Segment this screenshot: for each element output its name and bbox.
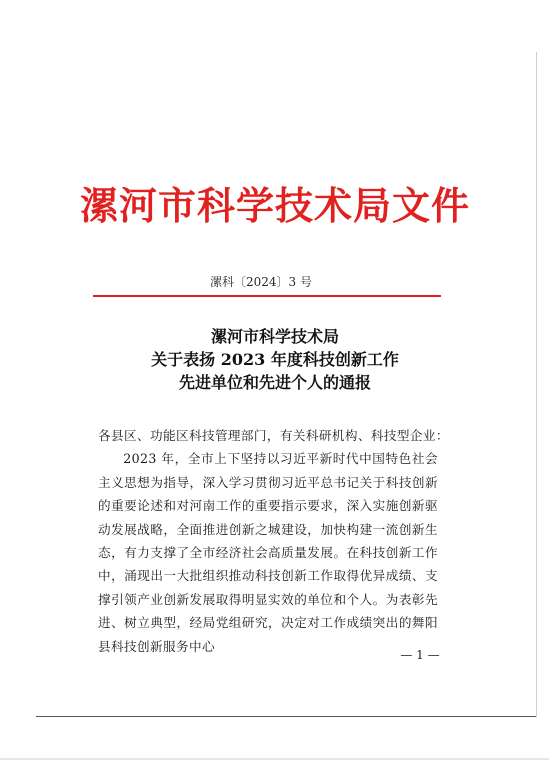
body-paragraph: 2023 年，全市上下坚持以习近平新时代中国特色社会主义思想为指导，深入学习贯彻习近平总书记关于科技创新的重要论述和对河南工作的重要指示要求，深入实施创新驱动发展战略，全面推进创新之城建设，加快构建一流创新生态，有力支撑了全市经济社会高质量发展。在科技创新工作中，涌现出一大批组织推动科技创新工作取得优异成绩、支撑引领产业创新发展取得明显实效的单位和个人。为表彰先进、树立典型，经局党组研究，决定对工作成绩突出的舞阳县科技创新服务中心 [98,451,438,654]
page-bottom-edge [36,716,536,717]
notice-title-line-1: 漯河市科学技术局 [210,327,339,346]
page-right-edge [536,52,537,717]
document-number: 漯科〔2024〕3 号 [210,275,312,289]
notice-title-line-3: 先进单位和先进个人的通报 [178,373,371,392]
page-number: — 1 — [400,648,440,662]
notice-body [98,424,449,658]
salutation: 各县区、功能区科技管理部门，有关科研机构、科技型企业： [98,428,449,443]
notice-title [80,325,470,394]
scan-edge-line [0,758,549,760]
document-header-title: 漯河市科学技术局文件 [79,183,470,228]
notice-title-line-2: 关于表扬 2023 年度科技创新工作 [151,350,399,369]
red-divider-line [93,295,441,297]
